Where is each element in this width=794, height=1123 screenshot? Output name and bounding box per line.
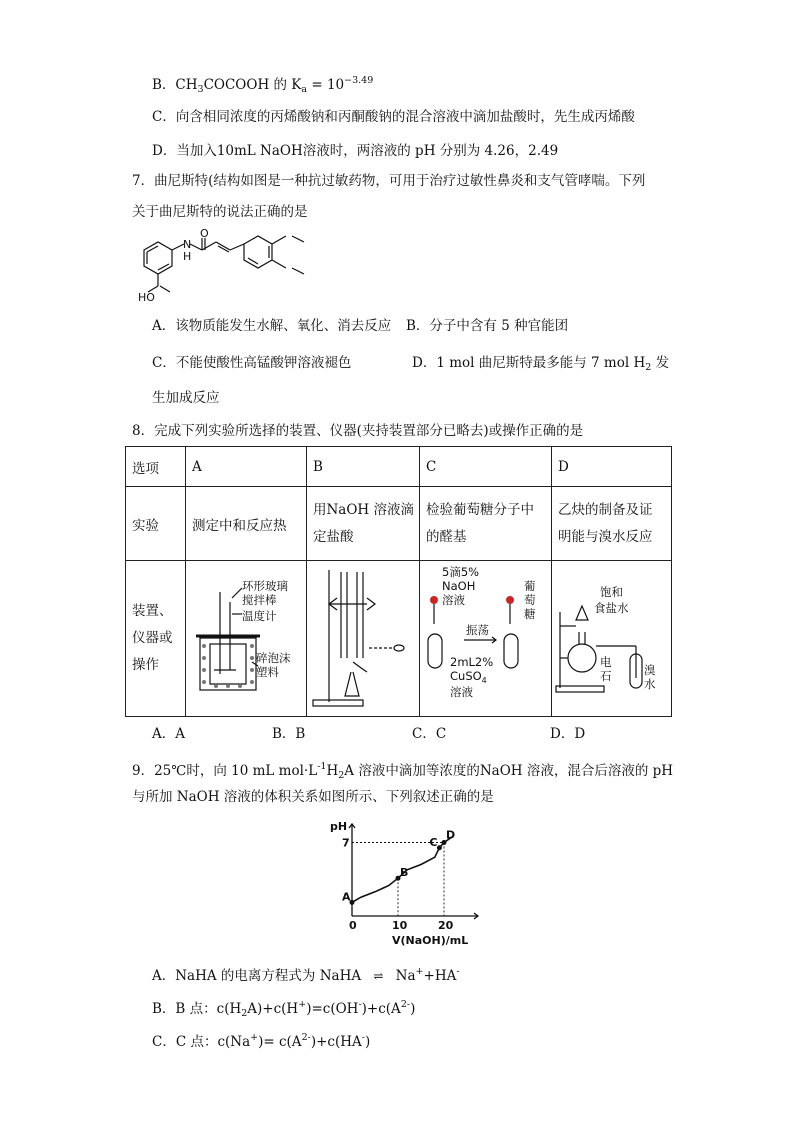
svg-text:5滴5%: 5滴5% [442,564,480,579]
fig-c-cell [420,561,552,717]
q8-answer-a: A．A [152,726,185,742]
svg-text:葡: 葡 [524,578,536,593]
titration-figure [307,562,419,712]
q9-option-c: C．C 点：$c(Na^+)= c(A^{2-})+c(HA^-)$ [152,1032,371,1050]
svg-text:电: 电 [600,654,612,669]
svg-text:温度计: 温度计 [242,608,277,623]
svg-text:环形玻璃: 环形玻璃 [242,578,288,593]
row-label-experiment: 实验 [126,487,186,561]
point-label-d: D [446,828,456,842]
q8-answer-c: C．C [412,726,447,742]
svg-text:溴: 溴 [644,662,656,677]
svg-text:塑料: 塑料 [256,664,279,679]
svg-text:振荡: 振荡 [466,622,489,637]
svg-text:NaOH: NaOH [442,578,476,593]
svg-text:碎泡沫: 碎泡沫 [256,650,291,665]
col-b-header: B [307,447,420,487]
struct-n: N [183,238,192,251]
q6-option-c: C．向含相同浓度的丙烯酸钠和丙酮酸钠的混合溶液中滴加盐酸时，先生成丙烯酸 [152,109,635,125]
q7-stem: 7．曲尼斯特(结构如图是一种抗过敏药物，可用于治疗过敏性鼻炎和支气管哮喘。下列 [132,173,646,189]
aldehyde-test-figure [420,562,550,712]
q6-option-d: D．当加入10mL NaOH溶液时，两溶液的 pH 分别为 4.26，2.49 [152,143,559,159]
calorimeter-figure [186,562,306,712]
svg-text:食盐水: 食盐水 [594,600,629,615]
col-c-header: C [420,447,552,487]
svg-text:CuSO4: CuSO$_4$ [450,668,487,685]
exp-b: 用NaOH 溶液滴 定盐酸 [307,487,420,561]
struct-ho: HO [138,291,155,304]
q7-option-d-cont: 生加成反应 [152,390,220,406]
fig-a-cell [186,561,307,717]
q9-option-b: B．B 点：$c(H_2A)+c(H^+)=c(OH^-)+c(A^{2-})$ [152,999,416,1019]
exp-a: 测定中和反应热 [186,487,307,561]
point-label-c: C [429,835,438,849]
q6-option-b: B．$CH_3COCOOH$ 的 $K_a = 10^{-3.49}$ [152,75,374,95]
equilibrium-arrow-icon: ⇌ [373,969,384,983]
row-label-apparatus: 装置、 仪器或 操作 [126,561,186,717]
exp-d: 乙炔的制备及证 明能与溴水反应 [552,487,672,561]
svg-text:糖: 糖 [524,606,536,621]
q8-stem: 8．完成下列实验所选择的装置、仪器(夹持装置部分已略去)或操作正确的是 [132,423,584,439]
svg-text:溶液: 溶液 [442,592,465,607]
x-tick-0: 0 [349,919,357,932]
q7-option-d: D．1 mol 曲尼斯特最多能与 7 mol $H_2$ 发 [412,355,670,373]
svg-text:2mL2%: 2mL2% [450,654,494,669]
struct-o-top: O [200,228,209,240]
ph-titration-chart [328,816,508,950]
point-label-a: A [342,890,351,904]
table-header-option: 选项 [126,447,186,487]
q7-stem-cont: 关于曲尼斯特的说法正确的是 [132,204,308,220]
y-axis-label: pH [330,820,348,833]
acetylene-figure [552,562,670,712]
x-axis-label: V(NaOH)/mL [392,934,469,947]
q9-stem: 9．25℃时，向 10 mL $mol\cdot L^{-1}H_2A$ 溶液中滴加等浓度的NaOH 溶液，混合后溶液的 pH [132,761,674,781]
struct-h: H [183,250,192,263]
svg-text:搅拌棒: 搅拌棒 [242,592,277,607]
col-a-header: A [186,447,307,487]
point-label-b: B [400,866,409,880]
y-tick-7: 7 [342,836,350,850]
q8-answer-b: B．B [272,726,306,742]
exp-c: 检验葡萄糖分子中 的醛基 [420,487,552,561]
col-d-header: D [552,447,672,487]
svg-text:饱和: 饱和 [600,584,623,599]
q9-option-a: A．NaHA 的电离方程式为 NaHA ⇌ Na++HA- [152,966,460,984]
point-c [437,845,442,850]
x-tick-10: 10 [392,919,408,932]
svg-text:萄: 萄 [524,592,536,607]
q7-option-a: A．该物质能发生水解、氧化、消去反应 [152,318,392,334]
svg-text:溶液: 溶液 [450,684,473,699]
tranilast-structure [130,228,330,308]
fig-d-cell [552,561,672,717]
x-tick-20: 20 [438,919,454,932]
fig-b-cell [307,561,420,717]
svg-text:水: 水 [644,676,656,691]
q8-table [125,446,672,717]
q9-stem-cont: 与所加 NaOH 溶液的体积关系如图所示、下列叙述正确的是 [132,789,494,805]
svg-text:石: 石 [600,668,612,683]
q7-option-b: B．分子中含有 5 种官能团 [406,318,569,334]
q8-answer-d: D．D [550,726,586,742]
q7-option-c: C．不能使酸性高锰酸钾溶液褪色 [152,355,352,371]
